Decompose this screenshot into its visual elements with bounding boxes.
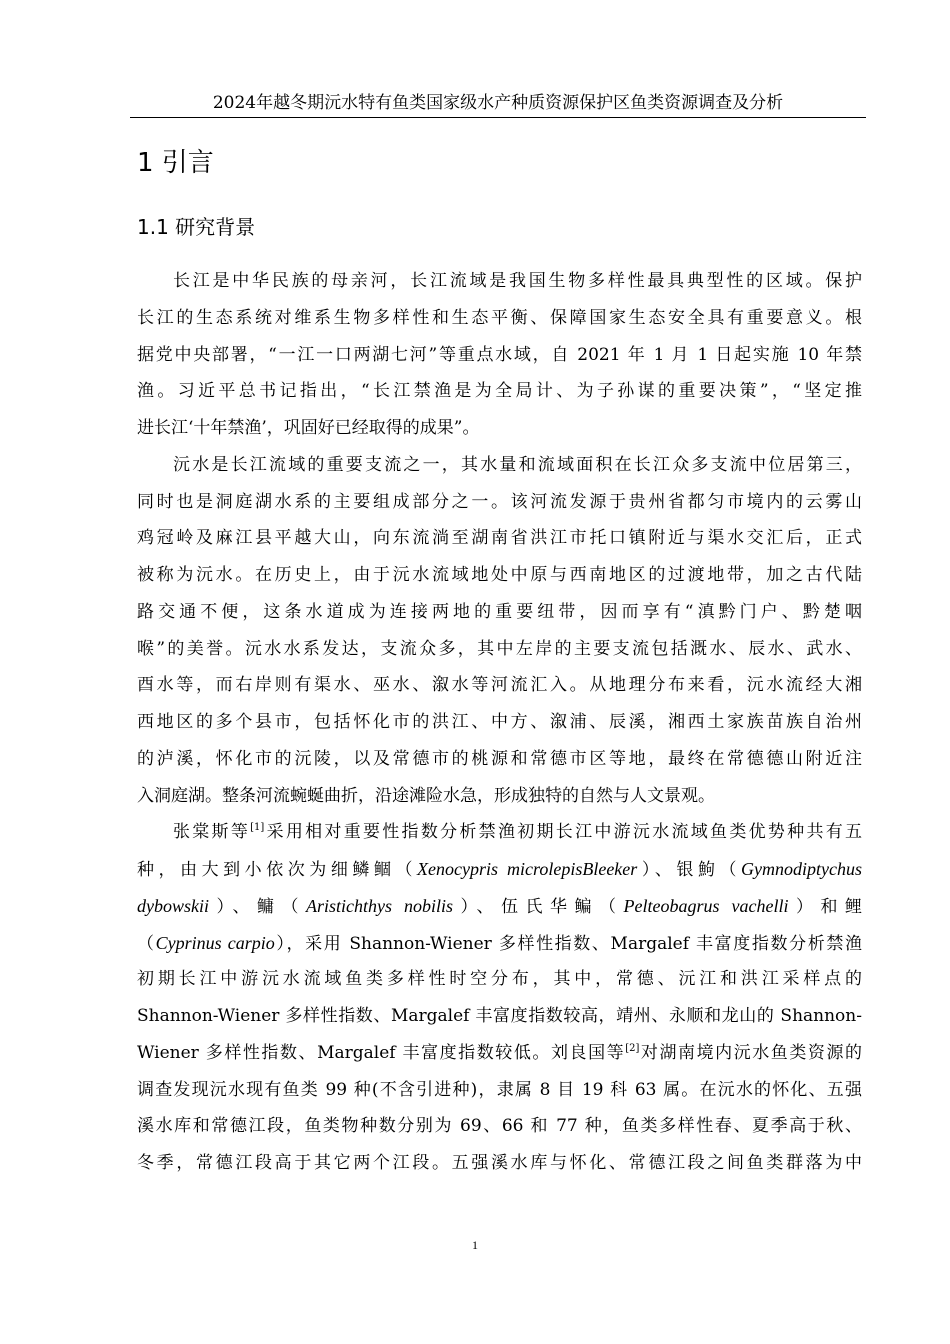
species-name: Aristichthys nobilis	[306, 895, 454, 916]
text-run: ）、伍氏华鳊（	[453, 896, 624, 917]
citation-2[interactable]: [2]	[625, 1042, 640, 1054]
text-line: 长江是中华民族的母亲河，长江流域是我国生物多样性最具典型性的区域。保护	[173, 271, 862, 291]
text-line: 同时也是洞庭湖水系的主要组成部分之一。该河流发源于贵州省都匀市境内的云雾山	[137, 491, 862, 512]
text-run: ）和鲤	[788, 896, 863, 917]
text-line: 渔。习近平总书记指出，“长江禁渔是为全局计、为子孙谋的重要决策”，“坚定推	[137, 381, 862, 402]
paragraph-2	[137, 447, 862, 815]
text-run: 种，由大到小依次为细鳞鲴（	[137, 860, 417, 880]
text-line: 进长江‘十年禁渔’，巩固好已经取得的成果”。	[137, 418, 480, 438]
species-name: dybowskii	[137, 895, 209, 916]
page-number: 1	[472, 1238, 478, 1252]
text-run: 对湖南境内沅水鱼类资源的	[639, 1042, 863, 1063]
paragraph-1	[137, 263, 862, 447]
text-line: 鸡冠岭及麻江县平越大山，向东流淌至湖南省洪江市托口镇附近与渠水交汇后，正式	[137, 528, 862, 549]
text-run: （	[137, 933, 156, 954]
text-run: Wiener 多样性指数、Margalef 丰富度指数较低。刘良国等	[137, 1042, 626, 1063]
text-line: 冬季，常德江段高于其它两个江段。五强溪水库与怀化、常德江段之间鱼类群落为中	[137, 1153, 862, 1173]
text-line: 入洞庭湖。整条河流蜿蜒曲折，沿途滩险水急，形成独特的自然与人文景观。	[137, 785, 715, 806]
species-name: Pelteobagrus vachelli	[623, 895, 789, 916]
text-line: 路交通不便，这条水道成为连接两地的重要纽带，因而享有“滇黔门户、黔楚咽	[137, 601, 862, 622]
species-name: Gymnodiptychus	[741, 859, 863, 879]
section-heading: 1 引言	[137, 148, 214, 178]
text-line: Shannon-Wiener 多样性指数、Margalef 丰富度指数较高，靖州、永顺和龙山的 Shannon-	[137, 1006, 862, 1026]
text-run: ），采用 Shannon-Wiener 多样性指数、Margalef 丰富度指数分析禁渔	[274, 933, 862, 954]
header-rule	[130, 117, 866, 118]
body-text	[137, 263, 862, 1182]
subsection-heading: 1.1 研究背景	[137, 215, 256, 239]
text-line	[137, 851, 862, 888]
species-name: Cyprinus carpio	[155, 932, 275, 953]
paragraph-3	[137, 814, 862, 1182]
text-line: 据党中央部署，“一江一口两湖七河”等重点水域，自 2021 年 1 月 1 日起实施 10 年禁	[137, 344, 862, 365]
text-line: 溪水库和常德江段，鱼类物种数分别为 69、66 和 77 种，鱼类多样性春、夏季高于秋、	[137, 1116, 862, 1137]
text-line: 酉水等，而右岸则有渠水、巫水、溆水等河流汇入。从地理分布来看，沅水流经大湘	[137, 675, 862, 696]
text-line: 长江的生态系统对维系生物多样性和生态平衡、保障国家生态安全具有重要意义。根	[137, 307, 862, 328]
citation-1[interactable]: [1]	[250, 822, 265, 834]
text-line: 喉”的美誉。沅水水系发达，支流众多，其中左岸的主要支流包括溉水、辰水、武水、	[137, 638, 862, 659]
text-line: 西地区的多个县市，包括怀化市的洪江、中方、溆浦、辰溪，湘西土家族苗族自治州	[137, 712, 862, 732]
text-run: 采用相对重要性指数分析禁渔初期长江中游沅水流域鱼类优势种共有五	[264, 822, 863, 843]
text-line: 调查发现沅水现有鱼类 99 种(不含引进种)，隶属 8 目 19 科 63 属。在沅水的怀化、五强	[137, 1079, 862, 1100]
text-line	[137, 925, 862, 962]
text-line	[137, 1035, 862, 1072]
text-run: ）、银鮈（	[637, 860, 742, 880]
text-line: 被称为沅水。在历史上，由于沅水流域地处中原与西南地区的过渡地带，加之古代陆	[137, 565, 862, 585]
text-line	[137, 814, 862, 851]
text-line: 沅水是长江流域的重要支流之一，其水量和流域面积在长江众多支流中位居第三，	[173, 454, 862, 475]
text-run: 张棠斯等	[173, 822, 251, 843]
text-line: 初期长江中游沅水流域鱼类多样性时空分布，其中，常德、沅江和洪江采样点的	[137, 969, 862, 990]
text-line: 的泸溪，怀化市的沅陵，以及常德市的桃源和常德市区等地，最终在常德德山附近注	[137, 748, 862, 769]
running-header: 2024年越冬期沅水特有鱼类国家级水产种质资源保护区鱼类资源调查及分析	[212, 93, 784, 113]
text-run: ）、鳙（	[209, 896, 307, 917]
species-name: Xenocypris microlepisBleeker	[417, 859, 638, 879]
text-line	[137, 888, 862, 925]
